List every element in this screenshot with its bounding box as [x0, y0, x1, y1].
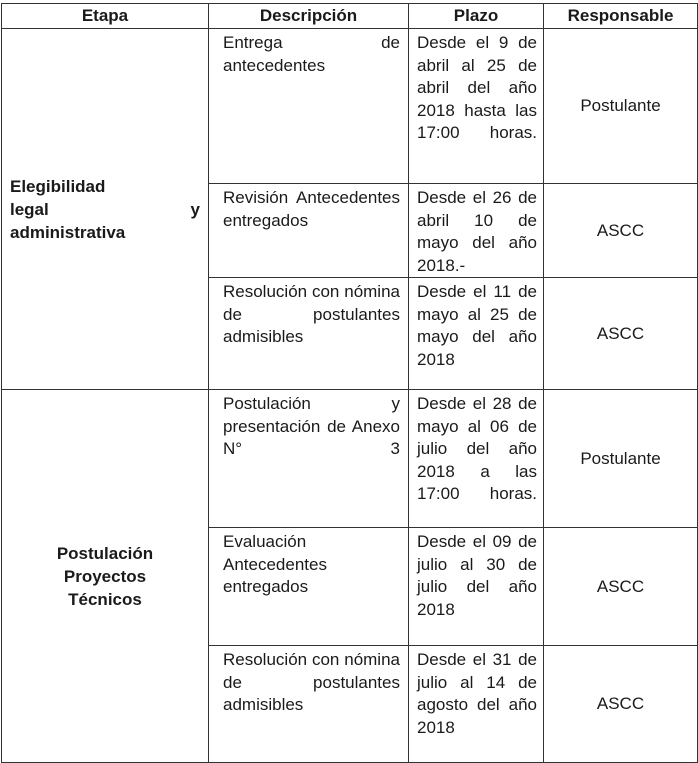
- descripcion-cell: Entrega de antecedentes: [209, 29, 409, 184]
- table-row: [2, 390, 698, 528]
- stage-name-line: Técnicos: [68, 589, 142, 609]
- header-row: [2, 4, 698, 29]
- descripcion-cell: Resolución con nómina de postulantes admisibles: [209, 278, 409, 390]
- stage-cell-elegibilidad: [2, 29, 209, 390]
- plazo-cell: Desde el 26 de abril 10 de mayo del año 2018.-: [409, 184, 544, 278]
- header-responsable: Responsable: [544, 4, 698, 29]
- descripcion-cell: Evaluación Antecedentes entregados: [209, 528, 409, 646]
- header-etapa: Etapa: [2, 4, 209, 29]
- stage-name-line: Proyectos: [63, 566, 147, 586]
- descripcion-cell: Revisión Antecedentes entregados: [209, 184, 409, 278]
- responsable-cell: ASCC: [544, 528, 698, 646]
- responsable-cell: ASCC: [544, 184, 698, 278]
- responsable-cell: Postulante: [544, 29, 698, 184]
- header-plazo: Plazo: [409, 4, 544, 29]
- descripcion-cell: Postulación y presentación de Anexo N° 3: [209, 390, 409, 528]
- schedule-table: [1, 3, 698, 763]
- header-descripcion: Descripción: [209, 4, 409, 29]
- plazo-cell: Desde el 09 de julio al 30 de julio del año 2018: [409, 528, 544, 646]
- plazo-cell: Desde el 31 de julio al 14 de agosto del año 2018: [409, 646, 544, 763]
- plazo-cell: Desde el 11 de mayo al 25 de mayo del año 2018: [409, 278, 544, 390]
- responsable-cell: ASCC: [544, 646, 698, 763]
- stage-cell-postulacion: [2, 390, 209, 763]
- stage-name-line: administrativa: [10, 222, 126, 242]
- descripcion-cell: Resolución con nómina de postulantes admisibles: [209, 646, 409, 763]
- plazo-cell: Desde el 28 de mayo al 06 de julio del año 2018 a las 17:00 horas.: [409, 390, 544, 528]
- table-row: [2, 29, 698, 184]
- plazo-cell: Desde el 9 de abril al 25 de abril del año 2018 hasta las 17:00 horas.: [409, 29, 544, 184]
- stage-name-line: legal y: [10, 199, 200, 219]
- stage-name-line: Postulación: [56, 543, 154, 563]
- stage-name-line: Elegibilidad: [10, 176, 106, 196]
- responsable-cell: Postulante: [544, 390, 698, 528]
- responsable-cell: ASCC: [544, 278, 698, 390]
